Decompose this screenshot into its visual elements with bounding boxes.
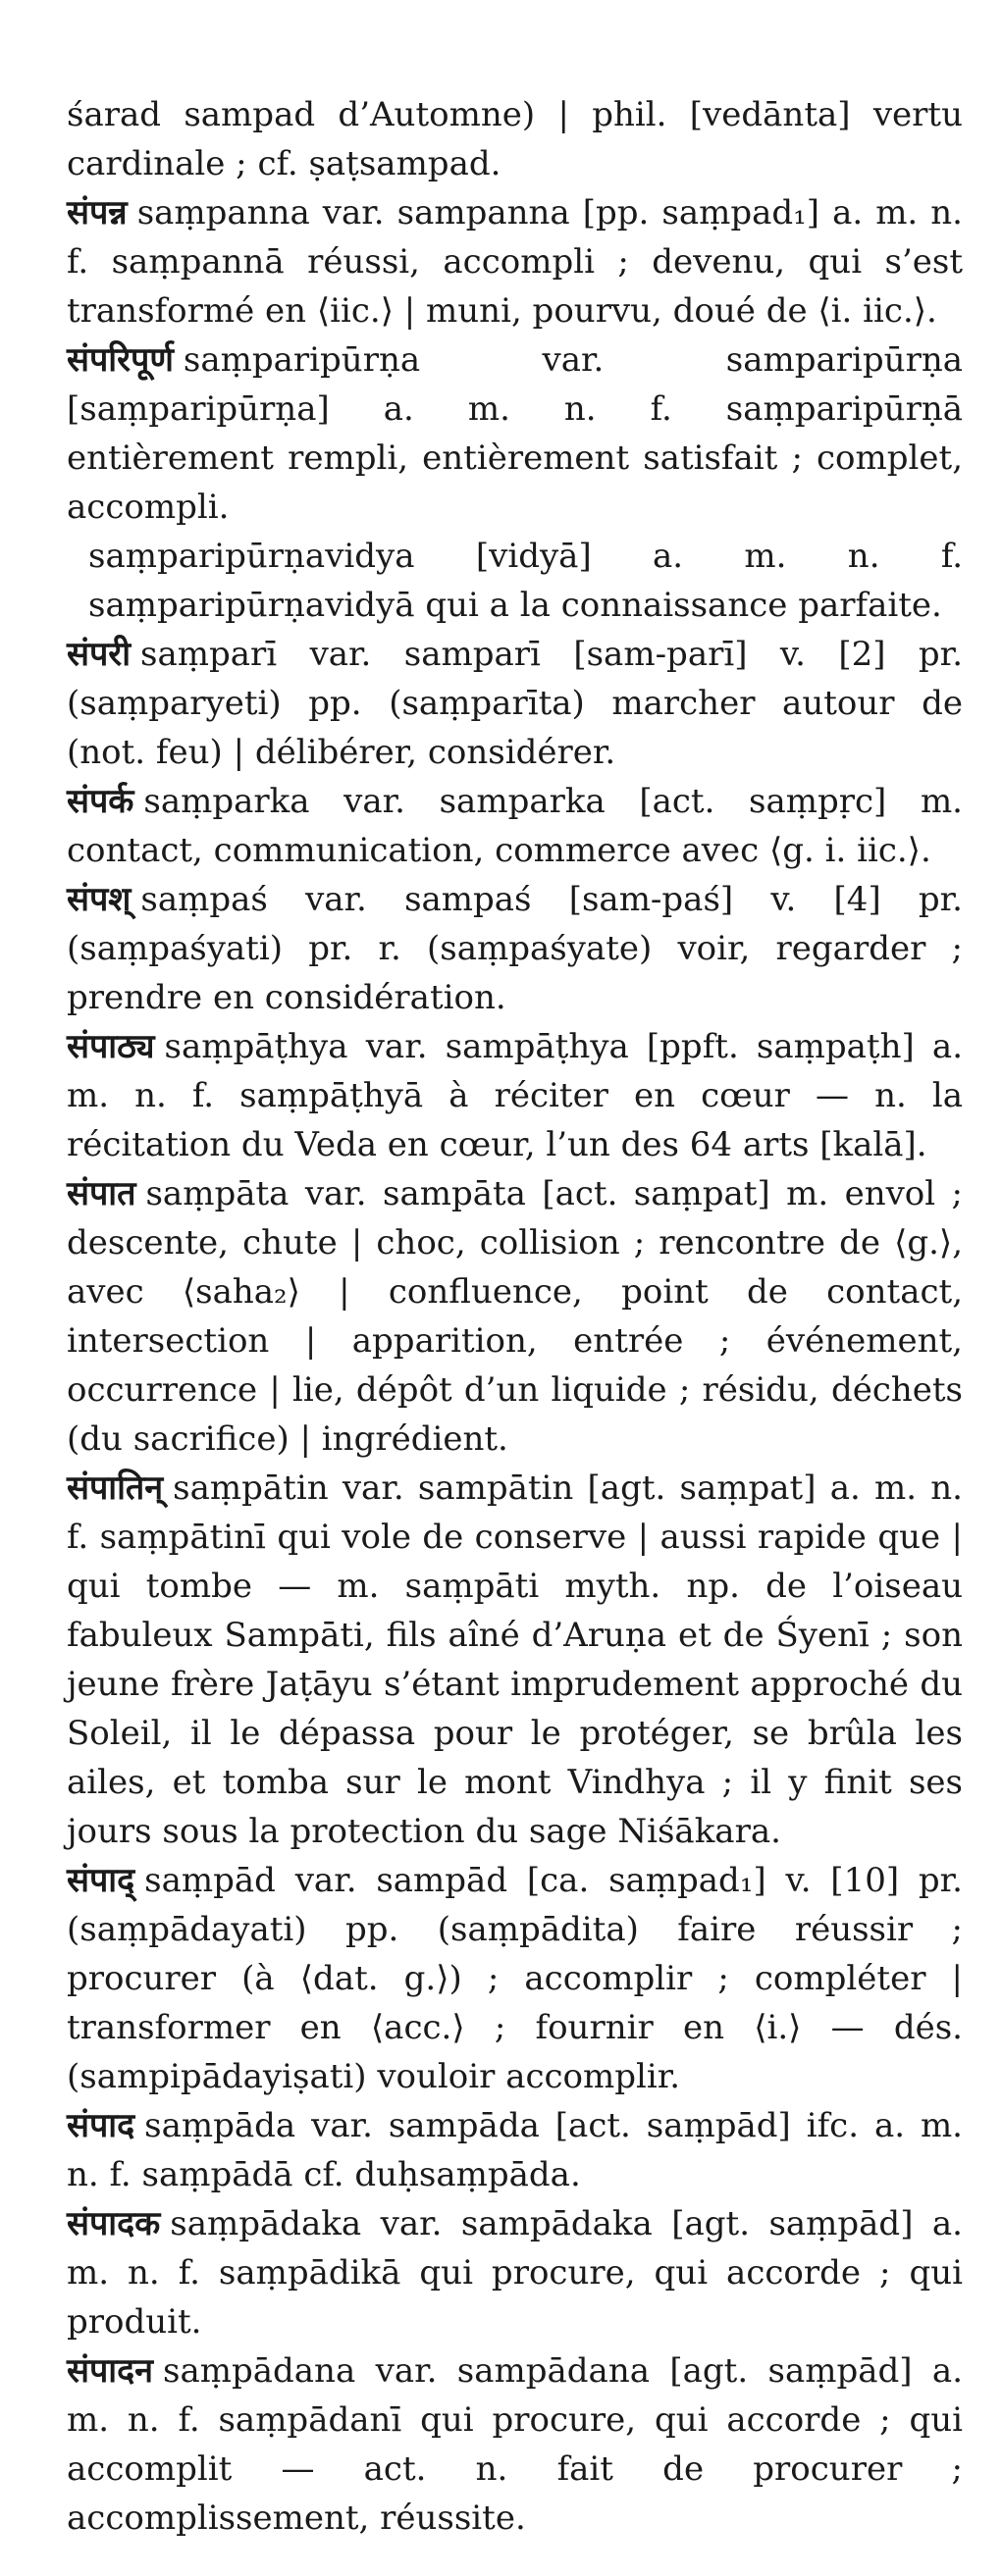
entry-text: saṃpāda var. sampāda [act. saṃpād] ifc. a. m. n. f. saṃpādā cf. duḥsaṃpāda.	[67, 2106, 963, 2194]
entry-text: saṃpād var. sampād [ca. saṃpad₁] v. [10] pr. (saṃpādayati) pp. (saṃpādita) faire réussir ; procurer (à ⟨dat. g.⟩) ; accomplir ; compléter | transformer en ⟨acc.⟩ ; fournir en ⟨i.⟩ — dés. (sampipādayiṣati) vouloir accomplir.	[67, 1861, 963, 2096]
entry-text: saṃpātin var. sampātin [agt. saṃpat] a. m. n. f. saṃpātinī qui vole de conserve | aussi rapide que | qui tombe — m. saṃpāti myth. np. de l’oiseau fabuleux Sampāti, fils aîné d’Aruṇa et de Śyenī ; son jeune frère Jaṭāyu s’étant imprudement approché du Soleil, il le dépassa pour le protéger, se brûla les ailes, et tomba sur le mont Vindhya ; il y finit ses jours sous la protection du sage Niśākara.	[67, 1468, 963, 1851]
entry-sampariрurnavidya	[67, 532, 963, 630]
entry-headword-devanagari: संपन्न	[67, 193, 128, 232]
entry-headword-devanagari: संपरिपूर्ण	[67, 340, 174, 380]
entry-sampas	[67, 875, 963, 1022]
entry-headword-devanagari: संपाद	[67, 2106, 135, 2145]
entry-sampadaka	[67, 2199, 963, 2346]
entry-text: saṃparipūrṇa var. sampariрūrṇa [saṃparipūrṇa] a. m. n. f. saṃparipūrṇā entièrement rempli, entièrement satisfait ; complet, accompli.	[67, 340, 963, 527]
entry-sampathya	[67, 1022, 963, 1169]
entry-sampad-verb	[67, 1856, 963, 2101]
entry-text: saṃpādaka var. sampādaka [agt. saṃpād] a. m. n. f. saṃpādikā qui procure, qui accorde ; qui produit.	[67, 2204, 963, 2342]
entry-text: saṃparī var. samparī [sam-parī] v. [2] pr. (saṃparyeti) pp. (saṃparīta) marcher autour de (not. feu) | délibérer, considérer.	[67, 635, 963, 772]
entry-headword-devanagari: संपादक	[67, 2204, 161, 2243]
entry-headword-devanagari: संपरी	[67, 635, 132, 674]
entry-text: saṃpāta var. sampāta [act. saṃpat] m. envol ; descente, chute | choc, collision ; rencontre de ⟨g.⟩, avec ⟨saha₂⟩ | confluence, point de contact, intersection | apparition, entrée ; événement, occurrence | lie, dépôt d’un liquide ; résidu, déchets (du sacrifice) | ingrédient.	[67, 1174, 963, 1459]
entry-text: saṃparka var. samparka [act. saṃpṛc] m. contact, communication, commerce avec ⟨g. i. iic.⟩.	[67, 782, 963, 870]
entry-text: saṃpādana var. sampādana [agt. saṃpād] a. m. n. f. saṃpādanī qui procure, qui accorde ; qui accomplit — act. n. fait de procurer ; accomplissement, réussite.	[67, 2351, 963, 2538]
entry-text: saṃpāṭhya var. sampāṭhya [ppft. saṃpaṭh] a. m. n. f. saṃpāṭhyā à réciter en cœur — n. la récitation du Veda en cœur, l’un des 64 arts [kalā].	[67, 1027, 963, 1164]
entry-headword-devanagari: संपश्	[67, 880, 132, 919]
entry-headword-devanagari: संपादन	[67, 2351, 154, 2391]
entry-headword-devanagari: संपर्क	[67, 782, 134, 821]
entry-headword-devanagari: संपात	[67, 1174, 136, 1213]
entry-text: saṃparipūrṇavidya [vidyā] a. m. n. f. saṃparipūrṇavidyā qui a la connaissance parfaite.	[88, 537, 963, 625]
entry-continuation	[67, 90, 963, 188]
entry-sampariрurna	[67, 335, 963, 532]
entry-sampada	[67, 2101, 963, 2199]
entry-headword-devanagari: संपाठ्य	[67, 1027, 155, 1066]
entry-headword-devanagari: संपाद्	[67, 1861, 135, 1900]
entry-sampari	[67, 630, 963, 777]
entry-sampatin	[67, 1464, 963, 1856]
entry-sampata	[67, 1169, 963, 1464]
entry-text: saṃpanna var. sampanna [pp. saṃpad₁] a. m. n. f. saṃpannā réussi, accompli ; devenu, qui s’est transformé en ⟨iic.⟩ | muni, pourvu, doué de ⟨i. iic.⟩.	[67, 193, 963, 331]
entry-samparka	[67, 777, 963, 875]
entry-sampadana	[67, 2346, 963, 2543]
entry-sampanna	[67, 188, 963, 335]
entry-text: saṃpaś var. sampaś [sam-paś] v. [4] pr. (saṃpaśyati) pr. r. (saṃpaśyate) voir, regarder ; prendre en considération.	[67, 880, 963, 1017]
entry-headword-devanagari: संपातिन्	[67, 1468, 164, 1508]
entry-text: śarad sampad d’Automne) | phil. [vedānta] vertu cardinale ; cf. ṣaṭsampad.	[67, 95, 963, 183]
